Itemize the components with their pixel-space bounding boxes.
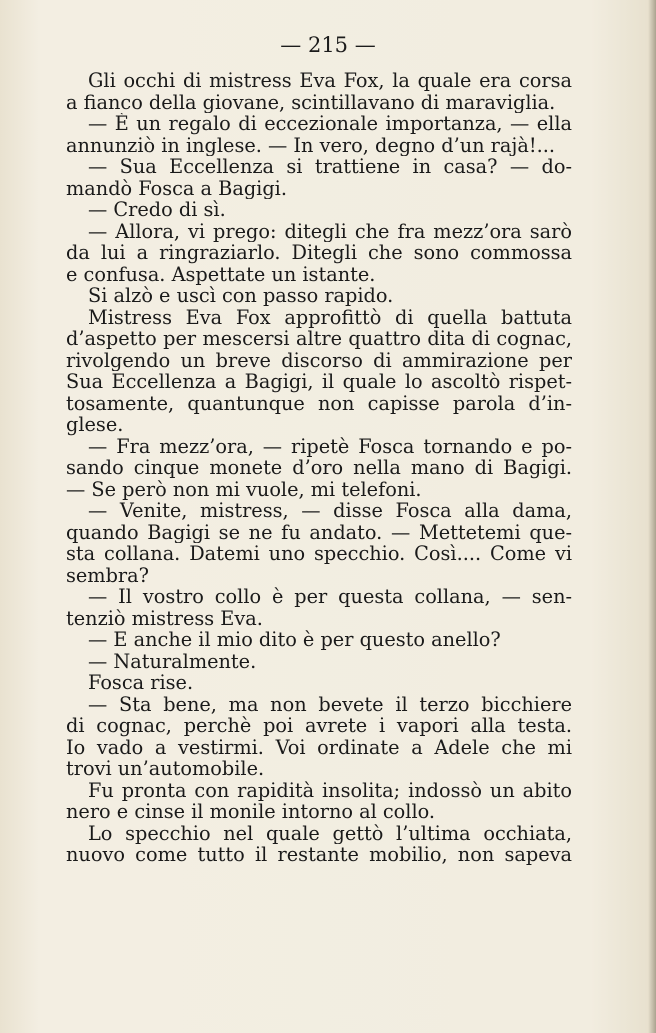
text-line: trovi un’automobile. xyxy=(66,758,265,780)
text-line: sando cinque monete d’oro nella mano di Bagigi. xyxy=(66,457,572,479)
text-line: Lo specchio nel quale gettò l’ultima occhiata, xyxy=(88,822,572,844)
text-line: Sua Eccellenza a Bagigi, il quale lo ascoltò rispet- xyxy=(66,371,572,393)
text-line: — Fra mezz’ora, — ripetè Fosca tornando e po- xyxy=(88,435,572,457)
text-line: — Credo di sì. xyxy=(88,199,226,221)
text-line: — Sua Eccellenza si trattiene in casa? — do- xyxy=(88,156,572,178)
text-line: nero e cinse il monile intorno al collo. xyxy=(66,801,436,823)
text-line: Fosca rise. xyxy=(88,672,194,694)
text-line: Fu pronta con rapidità insolita; indossò un abito xyxy=(88,779,572,801)
body-text xyxy=(66,70,572,866)
text-line: Io vado a vestirmi. Voi ordinate a Adele che mi xyxy=(66,736,572,758)
text-line: sembra? xyxy=(66,564,149,586)
text-line: — Venite, mistress, — disse Fosca alla dama, xyxy=(88,500,572,522)
text-line: e confusa. Aspettate un istante. xyxy=(66,263,376,285)
text-line: quando Bagigi se ne fu andato. — Mettetemi que- xyxy=(66,521,572,543)
text-line: d’aspetto per mescersi altre quattro dita di cognac, xyxy=(66,328,572,350)
text-line: tenziò mistress Eva. xyxy=(66,607,263,629)
text-line: mandò Fosca a Bagigi. xyxy=(66,177,287,199)
text-line: Mistress Eva Fox approfittò di quella battuta xyxy=(88,306,572,328)
text-line: nuovo come tutto il restante mobilio, non sapeva xyxy=(66,844,572,866)
text-line: glese. xyxy=(66,414,124,436)
text-line: Si alzò e uscì con passo rapido. xyxy=(88,285,394,307)
text-line: da lui a ringraziarlo. Ditegli che sono commossa xyxy=(66,242,572,264)
text-line: — Allora, vi prego: ditegli che fra mezz’ora sarò xyxy=(88,220,572,242)
page-edge-shadow xyxy=(648,0,656,1033)
text-line: di cognac, perchè poi avrete i vapori alla testa. xyxy=(66,715,572,737)
text-line: — È un regalo di eccezionale importanza, — ella xyxy=(88,113,572,135)
text-line: — Il vostro collo è per questa collana, — sen- xyxy=(88,586,572,608)
text-line: sta collana. Datemi uno specchio. Così.... Come vi xyxy=(66,543,572,565)
text-line: — E anche il mio dito è per questo anello? xyxy=(88,629,501,651)
text-line: — Sta bene, ma non bevete il terzo bicchiere xyxy=(88,693,572,715)
page-number: — 215 — xyxy=(280,33,376,57)
text-line: annunziò in inglese. — In vero, degno d’un rajà!... xyxy=(66,134,555,156)
text-line: Gli occhi di mistress Eva Fox, la quale era corsa xyxy=(88,70,572,92)
text-line: tosamente, quantunque non capisse parola d’in- xyxy=(66,392,572,414)
text-line: a fianco della giovane, scintillavano di maraviglia. xyxy=(66,91,556,113)
text-line: rivolgendo un breve discorso di ammirazione per xyxy=(66,349,572,371)
text-line: — Se però non mi vuole, mi telefoni. xyxy=(66,478,422,500)
text-line: — Naturalmente. xyxy=(88,650,257,672)
